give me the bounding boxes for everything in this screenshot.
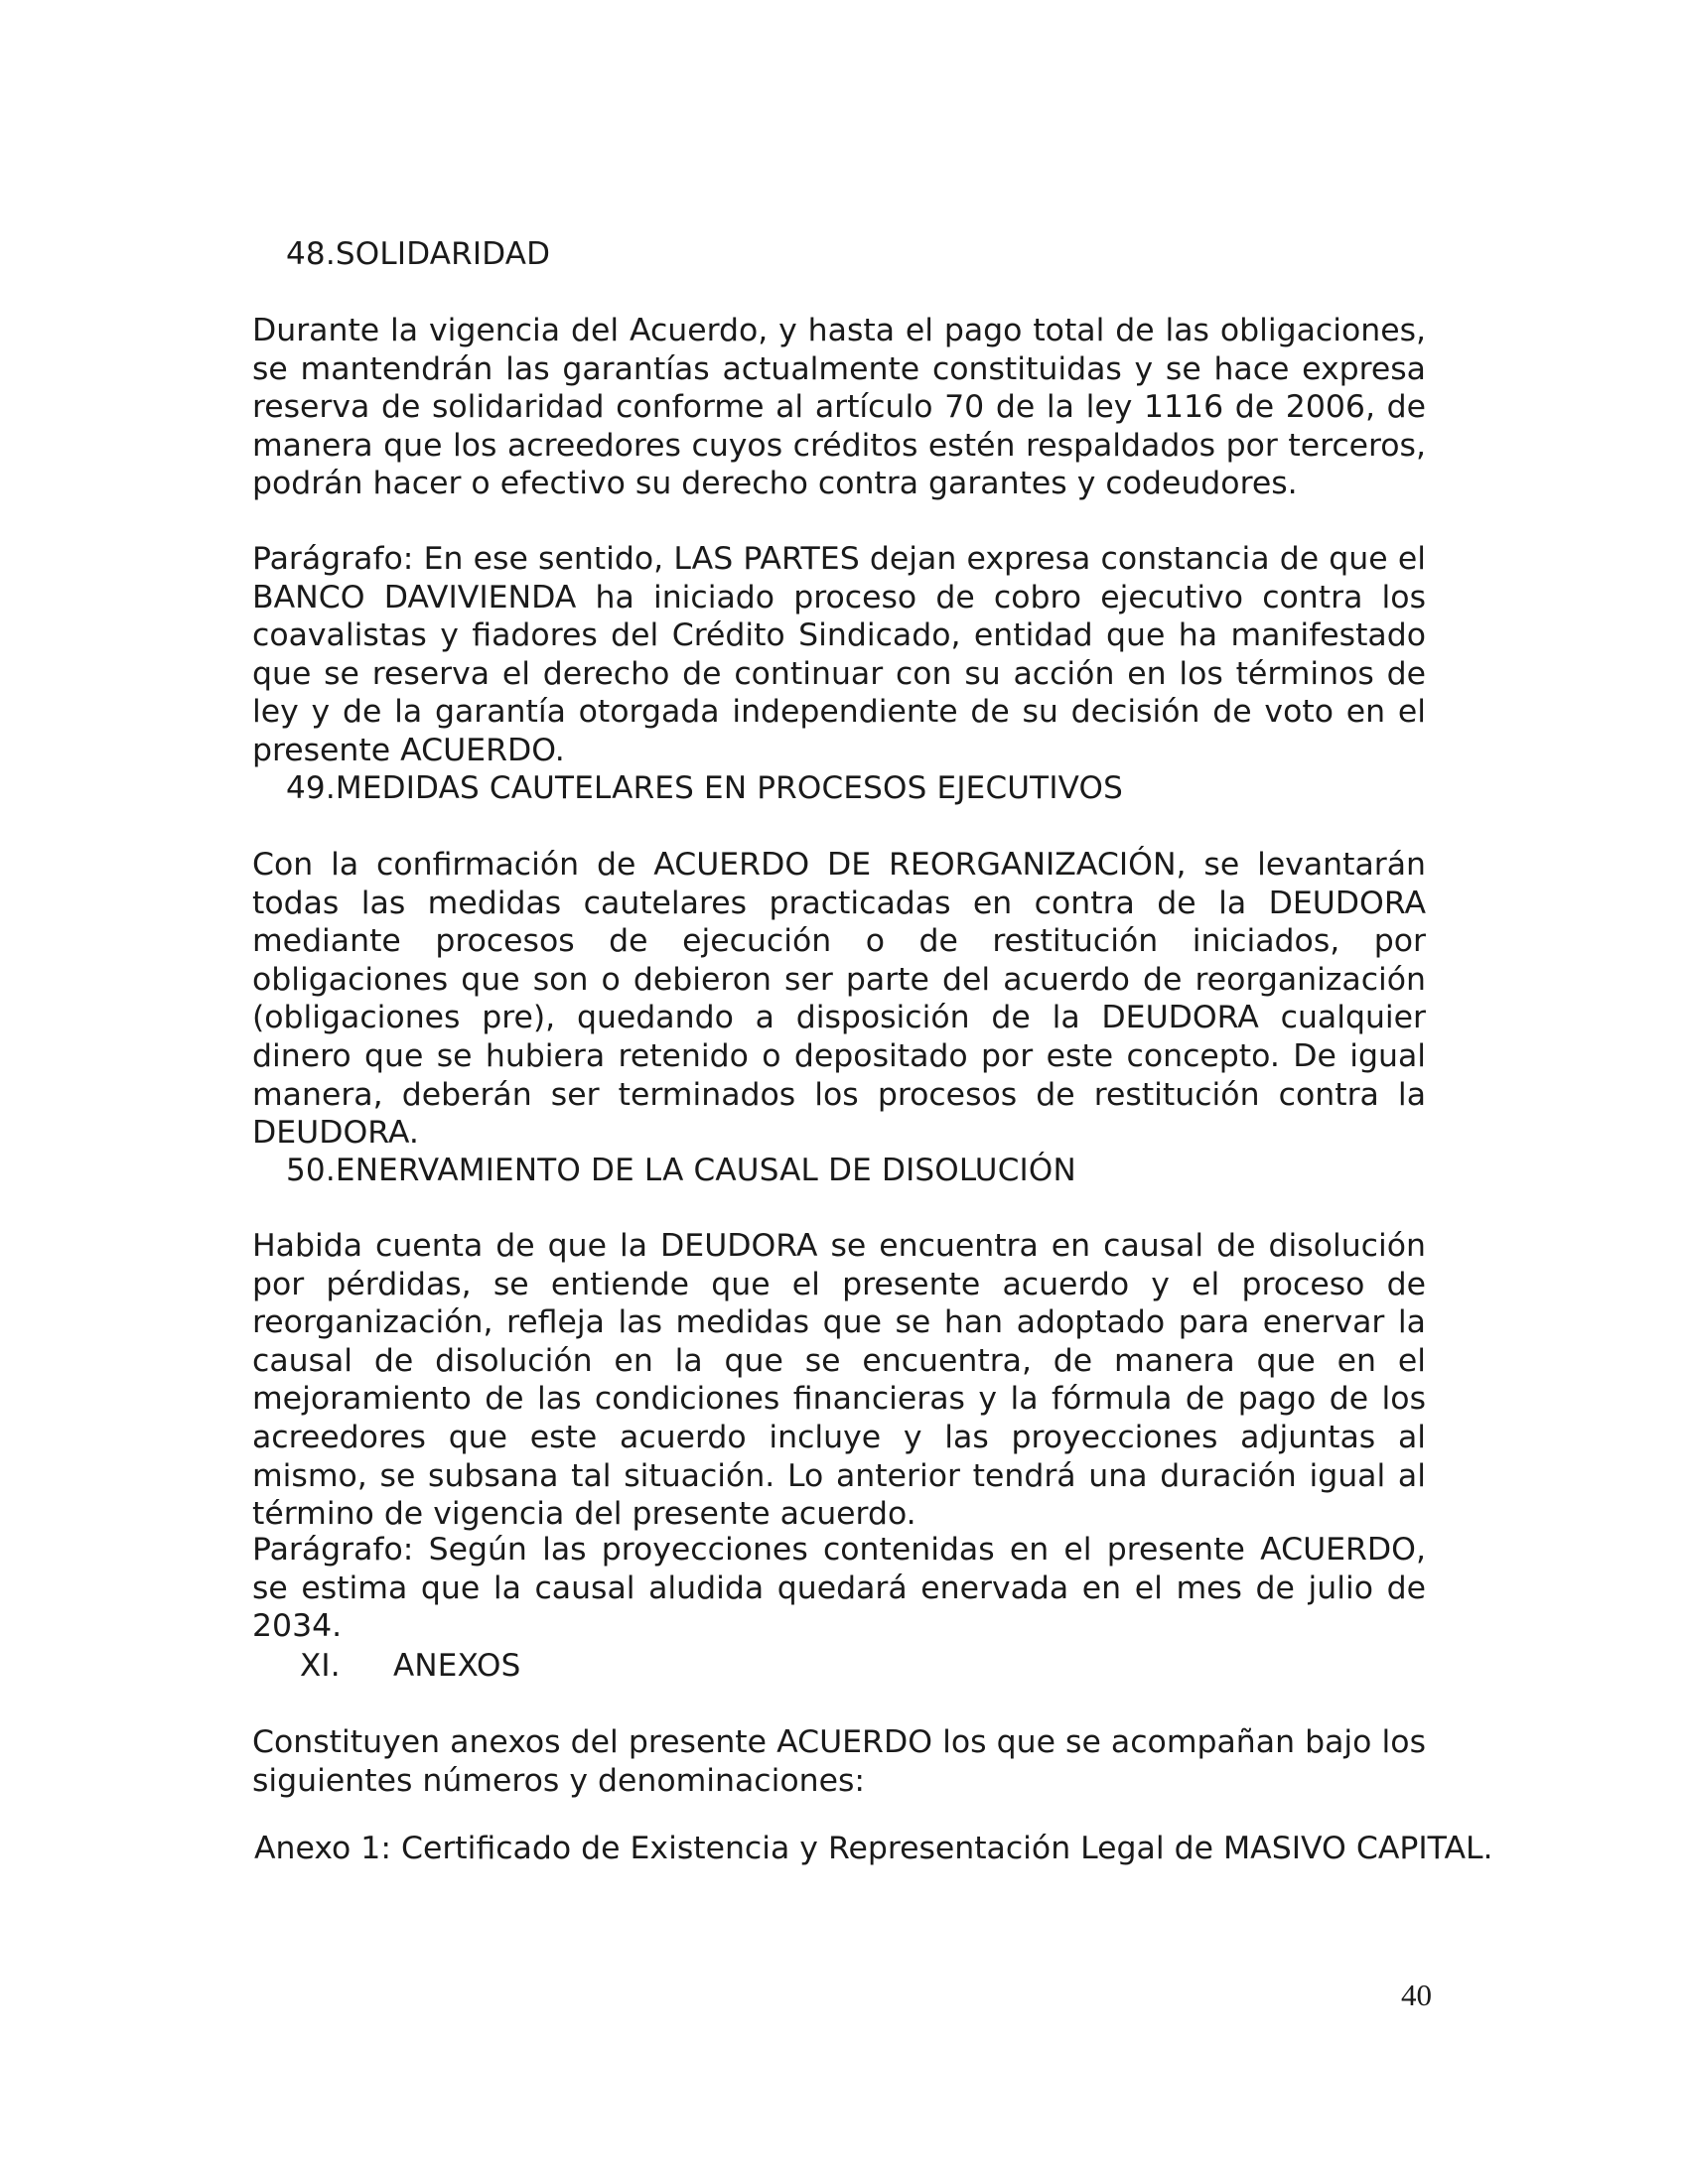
section-number: XI. [300,1648,341,1684]
section-number: 50. [286,1153,336,1188]
section-title: SOLIDARIDAD [335,236,551,272]
section-title: ANEXOS [393,1648,521,1684]
section-number: 49. [286,770,336,806]
section-heading-anexos [286,1646,521,1686]
section-heading-50 [286,1151,1076,1190]
section-number: 48. [286,236,336,272]
paragraph-anexos-intro: Constituyen anexos del presente ACUERDO los que se acompañan bajo los siguientes números y denominaciones: [252,1724,1426,1799]
paragraph-enervamiento: Habida cuenta de que la DEUDORA se encuentra en causal de disolución por pérdidas, se entiende que el presente acuerdo y el proceso de reorganización, refleja las medidas que se han adoptado para enervar la causal de disolución en la que se encuentra, de manera que en el mejoramiento de las condiciones financieras y la fórmula de pago de los acreedores que este acuerdo incluye y las proyecciones adjuntas al mismo, se subsana tal situación. Lo anterior tendrá una duración igual al término de vigencia del presente acuerdo. [252,1228,1426,1533]
section-heading-48 [286,234,550,274]
paragraph-medidas-cautelares: Con la confirmación de ACUERDO DE REORGANIZACIÓN, se levantarán todas las medidas cautelares practicadas en contra de la DEUDORA mediante procesos de ejecución o de restitución iniciados, por obligaciones que son o debieron ser parte del acuerdo de reorganización (obligaciones pre), quedando a disposición de la DEUDORA cualquier dinero que se hubiera retenido o depositado por este concepto. De igual manera, deberán ser terminados los procesos de restitución contra la DEUDORA. [252,847,1426,1152]
page-number: 40 [1401,1978,1432,2012]
paragraph-paragrafo-enervamiento: Parágrafo: Según las proyecciones contenidas en el presente ACUERDO, se estima que la causal aludida quedará enervada en el mes de julio de 2034. [252,1532,1426,1645]
annex-1-line: Anexo 1: Certificado de Existencia y Representación Legal de MASIVO CAPITAL. [254,1831,1493,1866]
paragraph-solidaridad: Durante la vigencia del Acuerdo, y hasta el pago total de las obligaciones, se mantendrán las garantías actualmente constituidas y se hace expresa reserva de solidaridad conforme al artículo 70 de la ley 1116 de 2006, de manera que los acreedores cuyos créditos estén respaldados por terceros, podrán hacer o efectivo su derecho contra garantes y codeudores. [252,313,1426,502]
section-title: MEDIDAS CAUTELARES EN PROCESOS EJECUTIVOS [335,770,1124,806]
section-heading-49 [286,768,1123,808]
section-title: ENERVAMIENTO DE LA CAUSAL DE DISOLUCIÓN [335,1153,1076,1188]
paragraph-paragrafo-solidaridad: Parágrafo: En ese sentido, LAS PARTES dejan expresa constancia de que el BANCO DAVIVIENDA ha iniciado proceso de cobro ejecutivo contra los coavalistas y fiadores del Crédito Sindicado, entidad que ha manifestado que se reserva el derecho de continuar con su acción en los términos de ley y de la garantía otorgada independiente de su decisión de voto en el presente ACUERDO. [252,541,1426,768]
